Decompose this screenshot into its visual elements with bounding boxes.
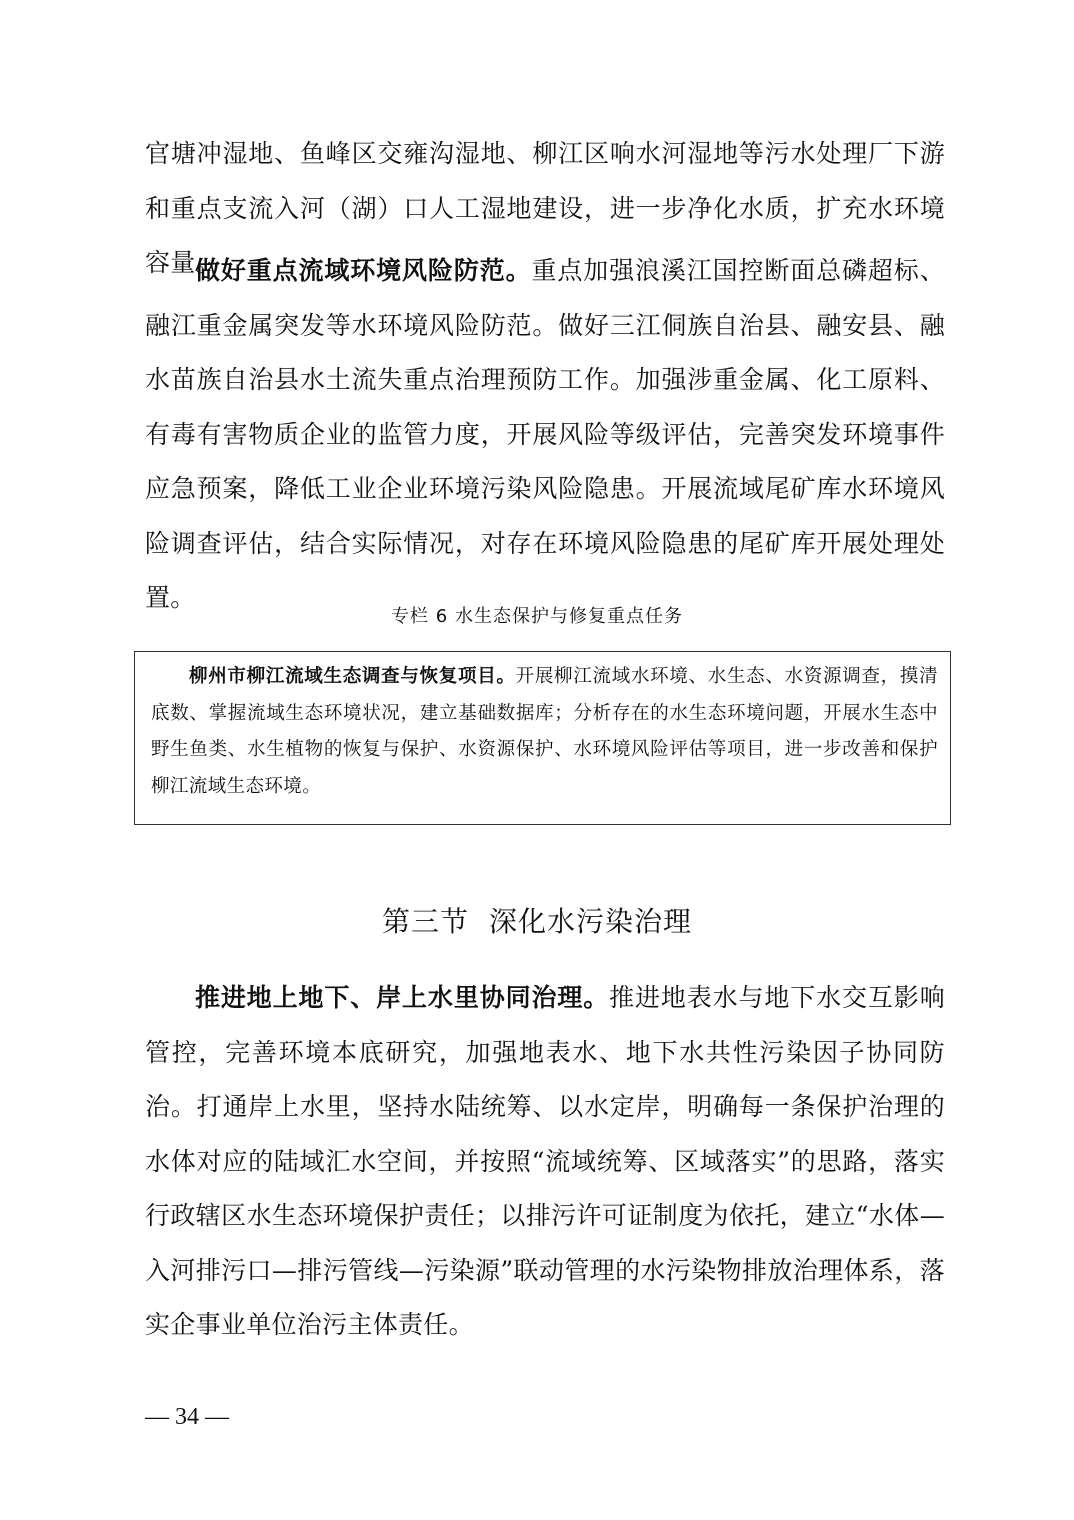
section-heading: 第三节 深化水污染治理 <box>382 905 692 938</box>
coordination-lead: 推进地上地下、岸上水里协同治理。 <box>195 983 610 1012</box>
coordination-paragraph <box>145 971 945 1353</box>
box-title: 专栏 6 水生态保护与修复重点任务 <box>391 606 683 627</box>
risk-prevention-paragraph <box>145 244 945 626</box>
coordination-body: 推进地表水与地下水交互影响管控，完善环境本底研究，加强地表水、地下水共性污染因子协同防治。打通岸上水里，坚持水陆统筹、以水定岸，明确每一条保护治理的水体对应的陆域汇水空间，并按照“流域统筹、区域落实”的思路，落实行政辖区水生态环境保护责任；以排污许可证制度为依托，建立“水体—入河排污口—排污管线—污染源”联动管理的水污染物排放治理体系，落实企事业单位治污主体责任。 <box>145 983 945 1339</box>
box-paragraph <box>151 659 938 805</box>
box-body: 开展柳江流域水环境、水生态、水资源调查，摸清底数、掌握流域生态环境状况，建立基础数据库；分析存在的水生态环境问题，开展水生态中野生鱼类、水生植物的恢复与保护、水资源保护、水环境风险评估等项目，进一步改善和保护柳江流域生态环境。 <box>151 666 938 797</box>
risk-prevention-lead: 做好重点流域环境风险防范。 <box>195 256 532 285</box>
page-number: — 34 — <box>145 1404 229 1430</box>
continuation-paragraph-text: 官塘冲湿地、鱼峰区交雍沟湿地、柳江区响水河湿地等污水处理厂下游和重点支流入河（湖）口人工湿地建设，进一步净化水质，扩充水环境容量。 <box>145 139 945 277</box>
box-lead: 柳州市柳江流域生态调查与恢复项目。 <box>189 666 516 687</box>
risk-prevention-body: 重点加强浪溪江国控断面总磷超标、融江重金属突发等水环境风险防范。做好三江侗族自治县、融安县、融水苗族自治县水土流失重点治理预防工作。加强涉重金属、化工原料、有毒有害物质企业的监管力度，开展风险等级评估，完善突发环境事件应急预案，降低工业企业环境污染风险隐患。开展流域尾矿库水环境风险调查评估，结合实际情况，对存在环境风险隐患的尾矿库开展处理处置。 <box>145 256 945 612</box>
special-column-box <box>134 651 951 825</box>
